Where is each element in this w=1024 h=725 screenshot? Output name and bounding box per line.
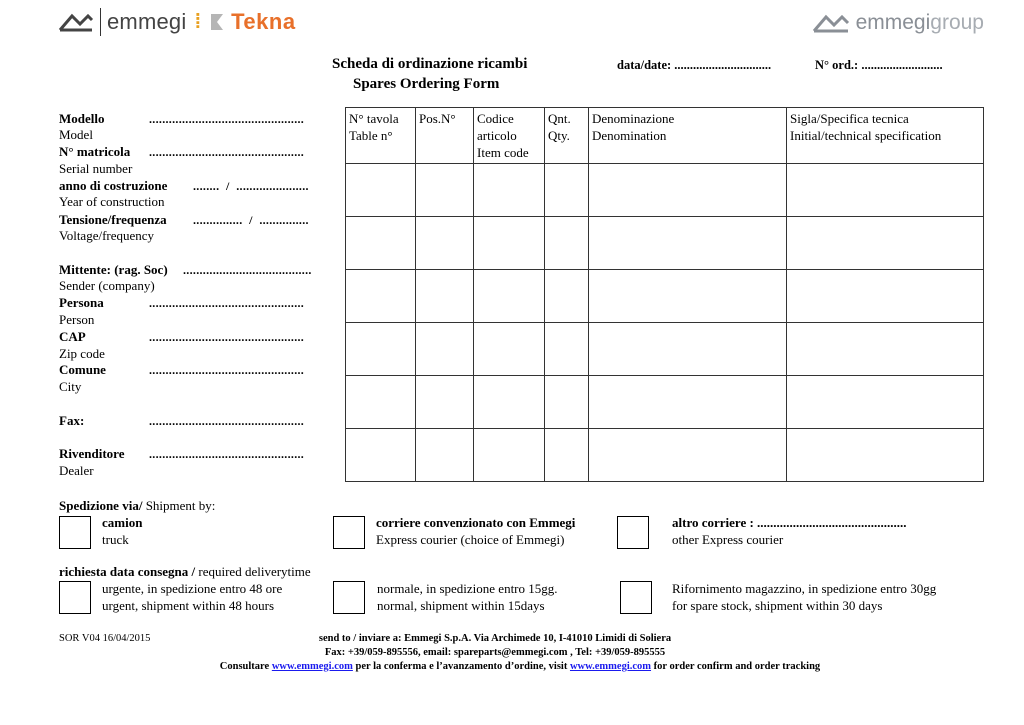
header-right-logo [812,8,984,38]
table-row [346,270,984,323]
delivery-stock-it: Rifornimento magazzino, in spedizione entro 30gg [672,581,937,596]
cell-item-code[interactable] [474,164,545,217]
date-field[interactable] [617,58,771,73]
delivery-title-rest: required deliverytime [195,564,311,579]
delivery-urgent-it: urgente, in spedizione entro 48 ore [102,581,283,596]
order-number-label: N° ord.: [815,58,859,72]
table-header-row [346,108,984,164]
emmegigroup-brand-text [856,11,984,35]
cell-specification[interactable] [787,376,984,429]
field-fax-input[interactable]: ............................................... [149,414,305,428]
cell-quantity[interactable] [545,376,589,429]
table-row [346,217,984,270]
cell-specification[interactable] [787,429,984,482]
field-sender-label: Mittente: (rag. Soc) [59,262,168,277]
emmegi-brand-text: emmegi [107,9,187,34]
shipment-other-courier-checkbox[interactable] [617,516,649,549]
field-dealer-label: Rivenditore [59,446,125,461]
cell-item-code[interactable] [474,270,545,323]
table-row [346,164,984,217]
header-specification: Sigla/Specifica tecnica Initial/technical specification [787,108,984,164]
cell-table-number[interactable] [346,429,416,482]
field-serial-label: N° matricola [59,144,131,159]
delivery-normal-en: normal, shipment within 15days [377,598,545,613]
cell-item-code[interactable] [474,323,545,376]
cell-position[interactable] [416,164,474,217]
field-sender-input[interactable]: ....................................... [183,263,312,277]
parts-table [345,107,984,482]
tekna-brand-text: Tekna [231,9,296,34]
cell-position[interactable] [416,323,474,376]
cell-table-number[interactable] [346,164,416,217]
field-year-input[interactable]: ........ / ...................... [193,179,309,193]
delivery-urgent-checkbox[interactable] [59,581,91,614]
date-dots: ............................... [674,58,772,72]
shipment-truck-label: camion [102,515,143,530]
delivery-normal-it: normale, in spedizione entro 15gg. [377,581,558,596]
header-quantity: Qnt. Qty. [545,108,589,164]
field-sender-sub: Sender (company) [59,278,155,293]
table-row [346,429,984,482]
cell-table-number[interactable] [346,217,416,270]
field-person-sub: Person [59,312,95,327]
cell-quantity[interactable] [545,323,589,376]
cell-denomination[interactable] [589,217,787,270]
cell-denomination[interactable] [589,270,787,323]
field-model-input[interactable]: ............................................... [149,112,305,126]
cell-item-code[interactable] [474,217,545,270]
field-year-label: anno di costruzione [59,178,168,193]
cell-table-number[interactable] [346,376,416,429]
table-row [346,376,984,429]
brand-part-group: group [930,11,984,34]
cell-item-code[interactable] [474,429,545,482]
shipment-other-courier-label: altro corriere : .............................................. [672,515,907,530]
cell-specification[interactable] [787,164,984,217]
logo-separator [100,8,101,36]
cell-denomination[interactable] [589,429,787,482]
field-voltage-label: Tensione/frequenza [59,212,167,227]
shipment-title-bold: Spedizione via/ [59,498,143,513]
field-dealer-input[interactable]: ............................................... [149,447,305,461]
form-version: SOR V04 16/04/2015 [59,633,151,644]
field-dealer-sub: Dealer [59,463,94,478]
shipment-title-rest: Shipment by: [142,498,216,513]
cell-denomination[interactable] [589,323,787,376]
cell-position[interactable] [416,429,474,482]
emmegi-logo-icon [58,10,94,34]
header-left-logos [58,6,296,38]
tekna-mark-icon [209,12,225,32]
cell-table-number[interactable] [346,323,416,376]
field-model-sub: Model [59,127,93,142]
shipment-emmegi-courier-label: corriere convenzionato con Emmegi [376,515,576,530]
footer-contacts: Fax: +39/059-895556, email: spareparts@emmegi.com , Tel: +39/059-895555 [324,647,666,658]
cell-item-code[interactable] [474,376,545,429]
shipment-other-courier-sub: other Express courier [672,532,784,547]
footer-consult [0,661,1024,672]
field-year-sub: Year of construction [59,194,165,209]
cell-position[interactable] [416,270,474,323]
field-person-label: Persona [59,295,104,310]
shipment-truck-sub: truck [102,532,129,547]
field-fax-label: Fax: [59,413,85,428]
cell-denomination[interactable] [589,376,787,429]
cell-quantity[interactable] [545,164,589,217]
delivery-urgent-en: urgent, shipment within 48 hours [102,598,275,613]
cell-quantity[interactable] [545,270,589,323]
shipment-title [59,497,215,514]
field-person-input[interactable]: ............................................... [149,296,305,310]
field-voltage-sub: Voltage/frequency [59,228,155,243]
cell-specification[interactable] [787,217,984,270]
header-denomination: Denominazione Denomination [589,108,787,164]
field-zip-input[interactable]: ............................................... [149,330,305,344]
field-city-sub: City [59,379,82,394]
emmegigroup-logo-icon [812,11,850,35]
delivery-stock-en: for spare stock, shipment within 30 days [672,598,883,613]
order-number-field[interactable] [815,58,943,73]
field-city-input[interactable]: ............................................... [149,363,305,377]
cell-quantity[interactable] [545,217,589,270]
field-model-label: Modello [59,111,105,126]
delivery-title [59,563,311,580]
shipment-emmegi-courier-checkbox[interactable] [333,516,365,549]
date-label: data/date: [617,58,672,72]
shipment-emmegi-courier-sub: Express courier (choice of Emmegi) [376,532,565,547]
footer-consult-c: for order confirm and order tracking [651,661,821,672]
field-zip-label: CAP [59,329,86,344]
cell-quantity[interactable] [545,429,589,482]
form-title-it: Scheda di ordinazione ricambi [332,56,528,72]
cell-table-number[interactable] [346,270,416,323]
table-row [346,323,984,376]
brand-part-emmegi: emmegi [855,11,931,34]
delivery-stock-checkbox[interactable] [620,581,652,614]
field-serial-input[interactable]: ............................................... [149,145,305,159]
field-city-label: Comune [59,362,106,377]
footer-consult-a: Consultare [219,661,272,672]
emmegi-website-link-2[interactable]: www.emmegi.com [569,661,652,672]
header-table-number: N° tavola Table n° [346,108,416,164]
delivery-normal-checkbox[interactable] [333,581,365,614]
footer-consult-b: per la conferma e l’avanzamento d’ordine, visit [352,661,570,672]
header-item-code: Codice articolo Item code [474,108,545,164]
cell-position[interactable] [416,217,474,270]
field-zip-sub: Zip code [59,346,105,361]
cell-denomination[interactable] [589,164,787,217]
footer-address: send to / inviare a: Emmegi S.p.A. Via Archimede 10, I-41010 Limidi di Soliera [318,633,672,644]
cell-specification[interactable] [787,323,984,376]
field-serial-sub: Serial number [59,161,133,176]
emmegi-website-link[interactable]: www.emmegi.com [271,661,353,672]
shipment-truck-checkbox[interactable] [59,516,91,549]
order-number-dots: .......................... [861,58,943,72]
form-title-en: Spares Ordering Form [353,76,500,92]
logo-dots-separator: ⁞ [194,10,202,33]
header-position: Pos.N° [416,108,474,164]
cell-specification[interactable] [787,270,984,323]
cell-position[interactable] [416,376,474,429]
field-voltage-input[interactable]: ............... / ............... [193,213,309,227]
delivery-title-bold: richiesta data consegna / [59,564,196,579]
